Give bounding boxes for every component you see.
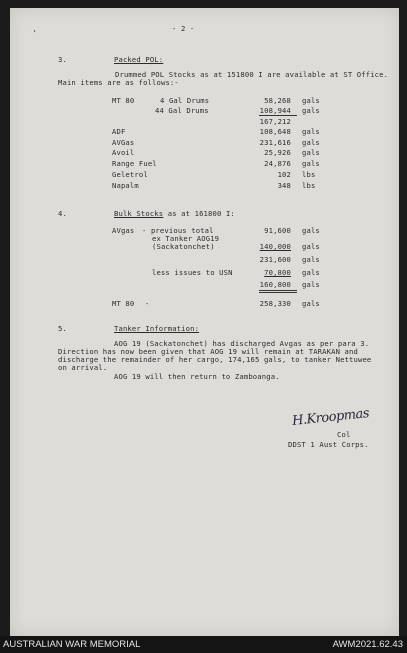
- unit-label: gals: [302, 148, 320, 157]
- document-page: [10, 8, 399, 636]
- page-number: - 2 -: [172, 24, 195, 33]
- qty-value: 231,600: [259, 255, 291, 264]
- section-4-heading-rest: as at 161800 I:: [167, 209, 235, 218]
- subtotal-value: 167,212: [259, 117, 291, 126]
- item-label: Range Fuel: [112, 159, 157, 168]
- section-5-line-5: AOG 19 will then return to Zamboanga.: [114, 372, 280, 381]
- subtotal-rule: [259, 115, 297, 116]
- section-5-line-1: AOG 19 (Sackatonchet) has discharged Avgas as per para 3.: [114, 339, 370, 348]
- section-5-line-3: discharge the remainder of her cargo, 174,165 gals, to tanker Nettuwee: [58, 355, 372, 364]
- desc-label: -: [145, 299, 150, 308]
- item-label: ADF: [112, 127, 126, 136]
- item-label: Napalm: [112, 181, 139, 190]
- qty-value: 140,000: [259, 242, 291, 251]
- sub-label: 44 Gal Drums: [155, 106, 209, 115]
- unit-label: gals: [302, 268, 320, 277]
- unit-label: gals: [302, 255, 320, 264]
- unit-label: gals: [302, 299, 320, 308]
- unit-label: gals: [302, 159, 320, 168]
- section-5-line-4: on arrival.: [58, 363, 108, 372]
- qty-value: 160,800: [259, 280, 291, 289]
- unit-label: lbs: [302, 170, 316, 179]
- sub-label: 4 Gal Drums: [160, 96, 210, 105]
- item-label: MT 80: [112, 96, 135, 105]
- section-4-number: 4.: [58, 209, 67, 218]
- section-3-number: 3.: [58, 55, 67, 64]
- desc-label: ex Tanker AOG19: [152, 234, 220, 243]
- handwritten-signature: H.Kroopmas: [291, 406, 370, 429]
- qty-value: 102: [277, 170, 291, 179]
- qty-value: 58,268: [264, 96, 291, 105]
- desc-label: (Sackatonchet): [152, 242, 215, 251]
- unit-label: gals: [302, 226, 320, 235]
- unit-label: gals: [302, 106, 320, 115]
- footer-archive-name: AUSTRALIAN WAR MEMORIAL: [3, 639, 141, 650]
- desc-label: less issues to USN: [152, 268, 233, 277]
- signature-title: DDST 1 Aust Corps.: [288, 440, 369, 449]
- section-3-intro-line-2: Main items are as follows:-: [58, 78, 179, 87]
- unit-label: gals: [302, 127, 320, 136]
- qty-value: 348: [277, 181, 291, 190]
- section-4-heading: [114, 210, 235, 217]
- total-double-rule: [259, 292, 297, 293]
- ink-mark: ': [32, 29, 37, 38]
- qty-value: 25,926: [264, 148, 291, 157]
- section-5-heading: Tanker Information:: [114, 324, 200, 333]
- qty-value: 70,800: [264, 268, 291, 277]
- unit-label: gals: [302, 242, 320, 251]
- unit-label: gals: [302, 96, 320, 105]
- desc-label: - previous total: [142, 226, 214, 235]
- qty-value: 91,600: [264, 226, 291, 235]
- section-5-line-2: Direction has now been given that AOG 19 will remain at TARAKAN and: [58, 347, 358, 356]
- qty-value: 108,944: [259, 106, 291, 115]
- section-4-heading-underlined: Bulk Stocks: [114, 209, 164, 218]
- qty-value: 24,876: [264, 159, 291, 168]
- qty-value: 108,648: [259, 127, 291, 136]
- item-label: Geletrol: [112, 170, 148, 179]
- unit-label: gals: [302, 138, 320, 147]
- footer-reference-id: AWM2021.62.43: [332, 639, 403, 650]
- signature-rank: Col: [337, 430, 351, 439]
- section-3-heading: Packed POL:: [114, 55, 164, 64]
- unit-label: gals: [302, 280, 320, 289]
- qty-value: 231,616: [259, 138, 291, 147]
- item-label: Avoil: [112, 148, 135, 157]
- item-label: MT 80: [112, 299, 135, 308]
- item-label: AVgas: [112, 226, 135, 235]
- section-3-intro-line-1: Drummed POL Stocks as at 151800 I are available at ST Office.: [115, 70, 389, 79]
- total-rule: [259, 290, 297, 291]
- archive-footer: [0, 636, 407, 653]
- section-5-number: 5.: [58, 324, 67, 333]
- qty-value: 258,330: [259, 299, 291, 308]
- unit-label: lbs: [302, 181, 316, 190]
- item-label: AVGas: [112, 138, 135, 147]
